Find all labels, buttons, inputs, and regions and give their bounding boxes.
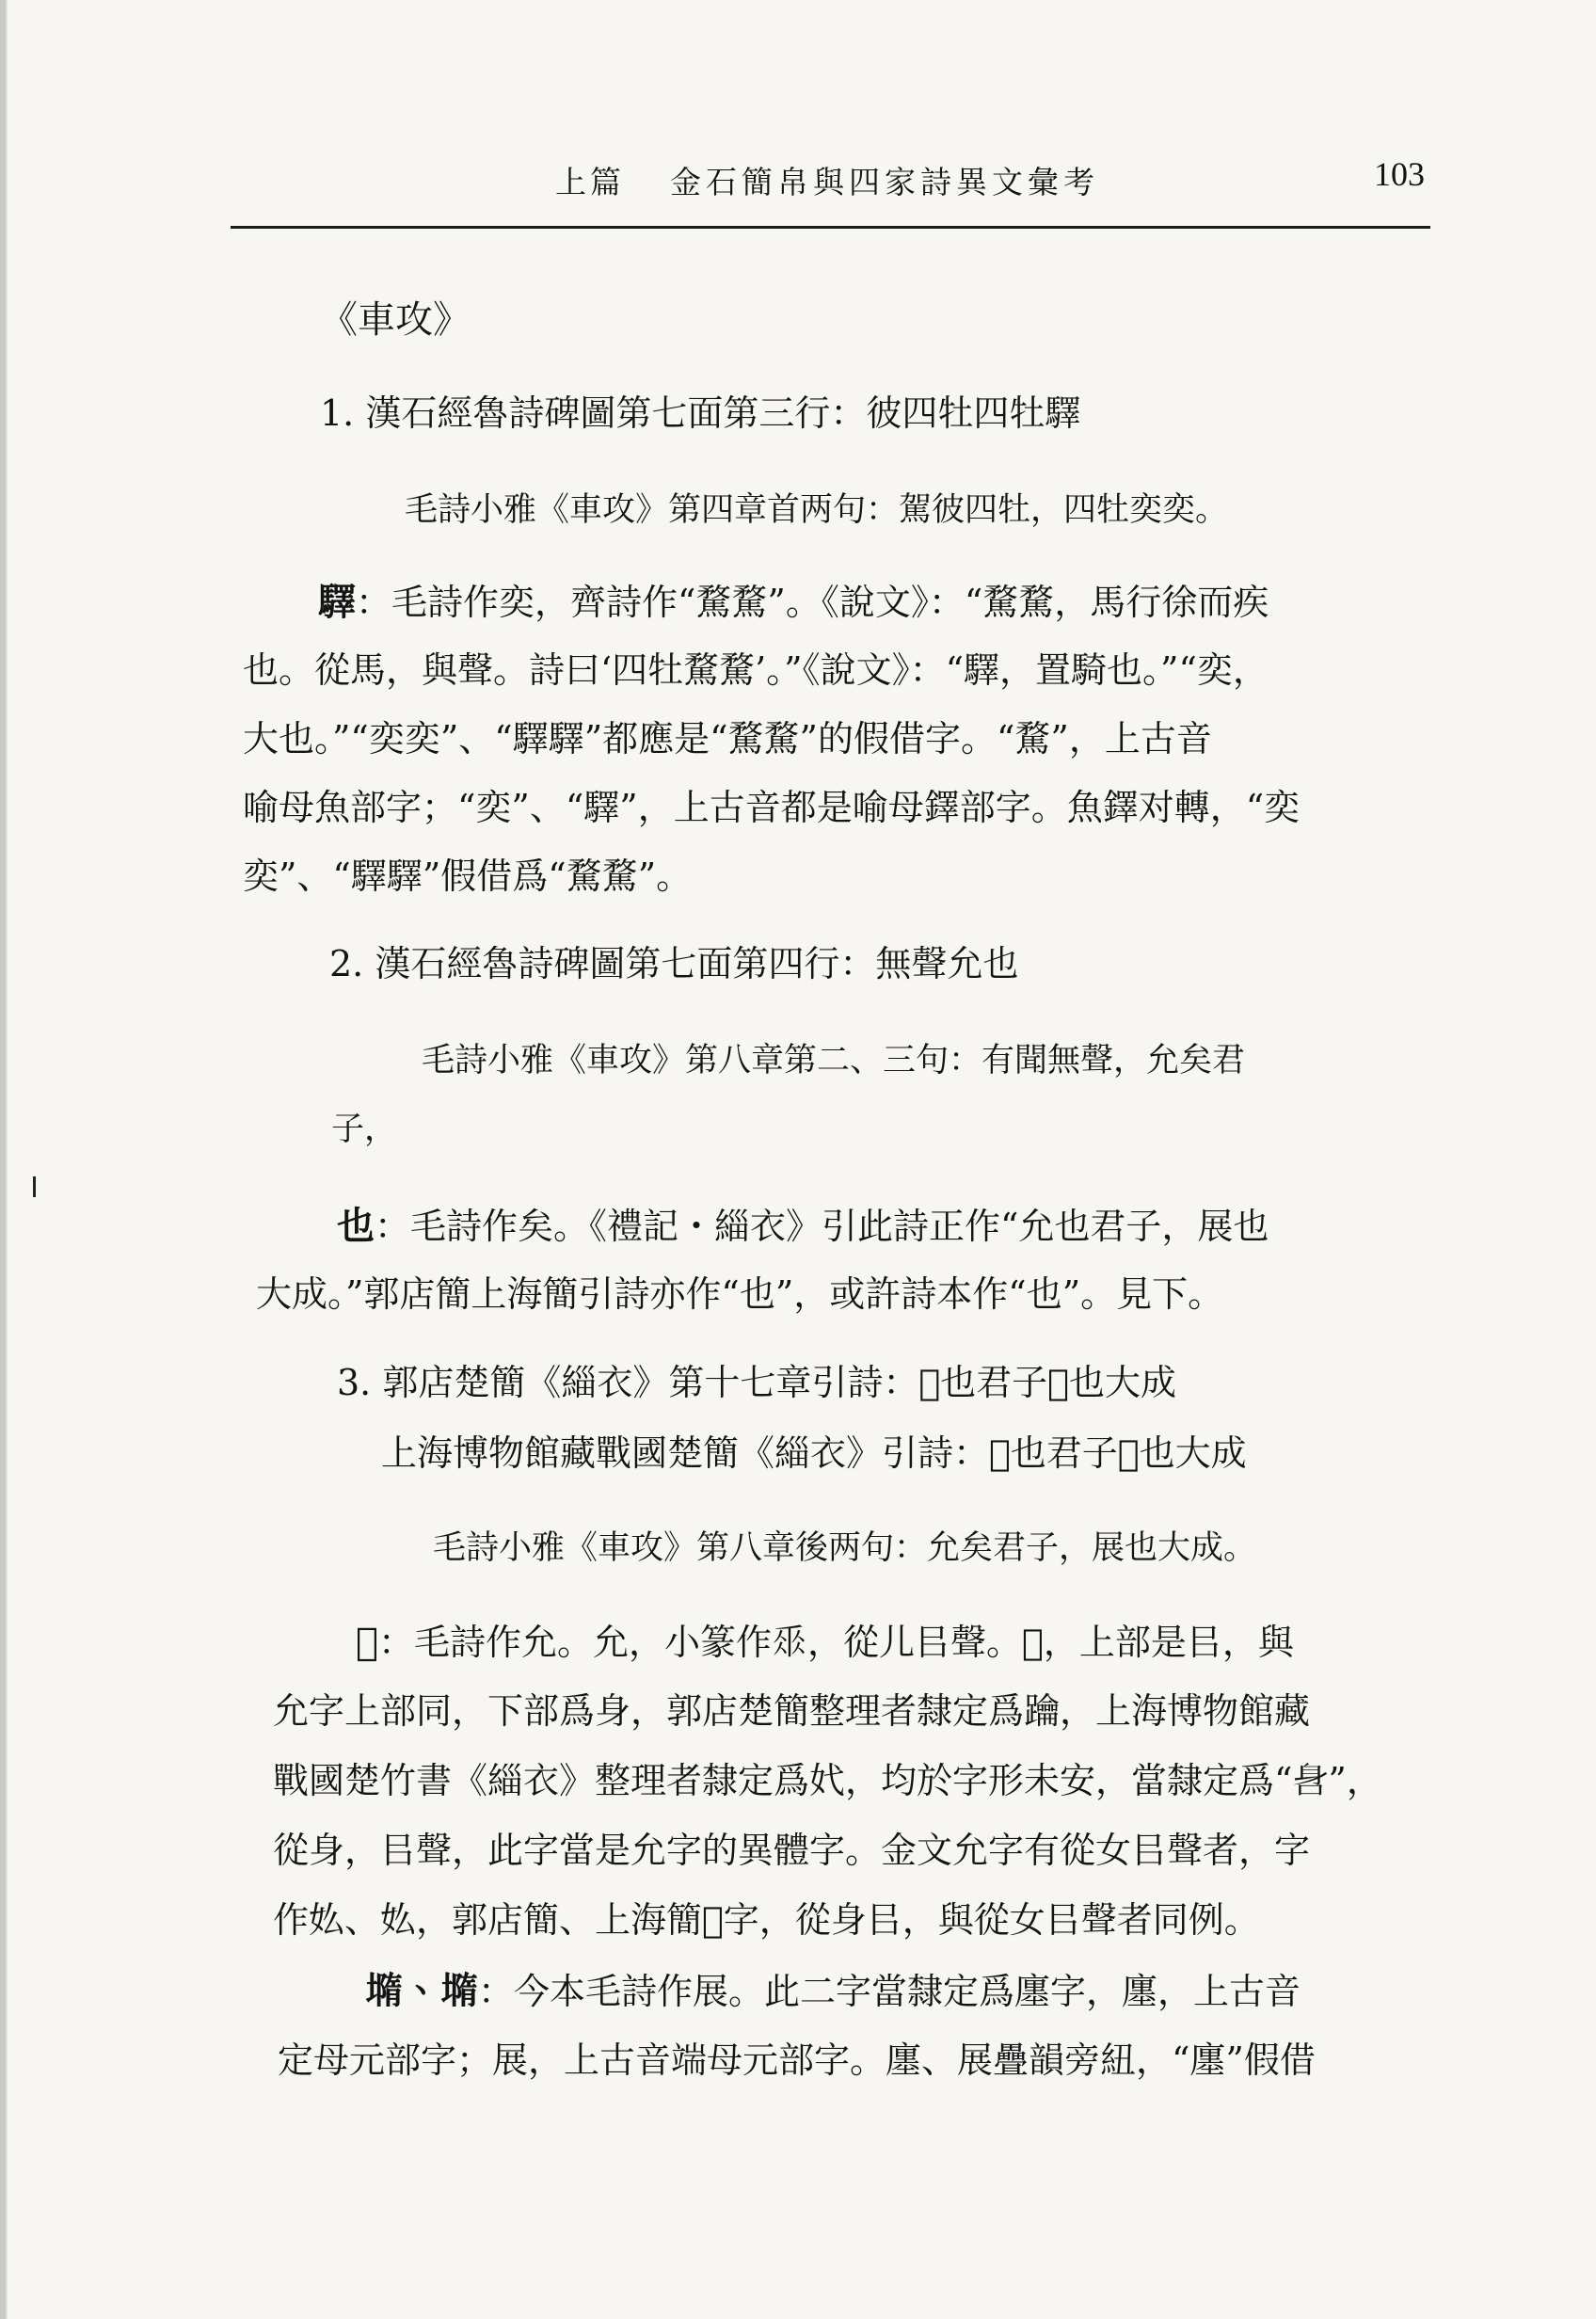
entry-2-source: 2. 漢石經魯詩碑圖第七面第四行：無聲允也 bbox=[329, 943, 1019, 984]
entry-3-line-6 bbox=[365, 1969, 1301, 2013]
entry-3-text-1: ：毛詩作允。允，小篆作𠂹，從儿㠯聲。𠃧，上部是㠯，與 bbox=[378, 1622, 1294, 1663]
entry-3-line-5: 作𡚸、𡚸，郭店簡、上海簡𠃧字，從身㠯，與從女㠯聲者同例。 bbox=[273, 1899, 1260, 1941]
section-heading: 《車攻》 bbox=[320, 298, 471, 342]
entry-1-line-5: 奕”、“驛驛”假借爲“騖騖”。 bbox=[243, 856, 693, 897]
header-rule bbox=[231, 226, 1430, 229]
entry-2-text-1: ：毛詩作矣。《禮記・緇衣》引此詩正作“允也君子，展也 bbox=[375, 1206, 1269, 1247]
entry-3-line-2: 允字上部同，下部爲身，郭店楚簡整理者隸定爲䠯，上海博物館藏 bbox=[273, 1690, 1311, 1732]
entry-1-line-3: 大也。”“奕奕”、“驛驛”都應是“騖騖”的假借字。“騖”，上古音 bbox=[243, 718, 1212, 760]
entry-1-text-1: ：毛詩作奕，齊詩作“騖騖”。《說文》：“騖騖，馬行徐而疾 bbox=[356, 582, 1269, 623]
entry-2-line-2: 大成。”郭店簡上海簡引詩亦作“也”，或許詩本作“也”。見下。 bbox=[256, 1273, 1224, 1315]
entry-3-line-1 bbox=[356, 1620, 1294, 1664]
entry-1-line-1 bbox=[318, 580, 1269, 624]
entry-3-line-4: 從身，㠯聲，此字當是允字的異體字。金文允字有從女㠯聲者，字 bbox=[273, 1830, 1311, 1871]
running-header-section: 上篇 bbox=[555, 164, 625, 200]
entry-1-lead: 驛 bbox=[318, 580, 356, 624]
scan-edge-shadow bbox=[6, 0, 8, 2319]
margin-mark bbox=[33, 1176, 36, 1197]
entry-3-line-3: 戰國楚竹書《緇衣》整理者隸定爲㚤，均於字形未安，當隸定爲“𨈖”， bbox=[273, 1760, 1382, 1801]
entry-1-source: 1. 漢石經魯詩碑圖第七面第三行：彼四牡四牡驛 bbox=[320, 392, 1081, 434]
entry-1-quote: 毛詩小雅《車攻》第四章首两句：駕彼四牡，四牡奕奕。 bbox=[405, 491, 1229, 529]
entry-3-source-2: 上海博物館藏戰國楚簡《緇衣》引詩：𠃧也君子𡐦也大成 bbox=[381, 1432, 1247, 1474]
entry-3-lead-2: 𡐦、𡐦 bbox=[365, 1969, 478, 2013]
entry-2-quote-line-2: 子， bbox=[331, 1111, 398, 1148]
entry-3-source-1: 3. 郭店楚簡《緇衣》第十七章引詩：𠃧也君子𡐦也大成 bbox=[337, 1362, 1176, 1403]
entry-1-line-2: 也。從馬，與聲。詩曰‘四牡騖騖’。”《說文》：“驛，置騎也。”“奕， bbox=[243, 649, 1269, 691]
entry-2-quote-line-1: 毛詩小雅《車攻》第八章第二、三句：有聞無聲，允矣君 bbox=[422, 1042, 1246, 1080]
page-number: 103 bbox=[1374, 155, 1425, 193]
entry-3-line-7: 定母元部字；展，上古音端母元部字。廛、展疊韻旁紐，“廛”假借 bbox=[278, 2039, 1316, 2081]
entry-3-text-6: ：今本毛詩作展。此二字當隸定爲廛字，廛，上古音 bbox=[478, 1971, 1301, 2012]
entry-2-line-1 bbox=[337, 1204, 1269, 1248]
running-header-title: 金石簡帛與四家詩異文彙考 bbox=[670, 164, 1099, 200]
entry-3-lead: 𠃧 bbox=[356, 1620, 379, 1664]
entry-1-line-4: 喻母魚部字；“奕”、“驛”，上古音都是喻母鐸部字。魚鐸对轉，“奕 bbox=[243, 787, 1301, 828]
entry-2-lead: 也 bbox=[337, 1204, 375, 1248]
entry-3-quote: 毛詩小雅《車攻》第八章後两句：允矣君子，展也大成。 bbox=[433, 1529, 1257, 1567]
